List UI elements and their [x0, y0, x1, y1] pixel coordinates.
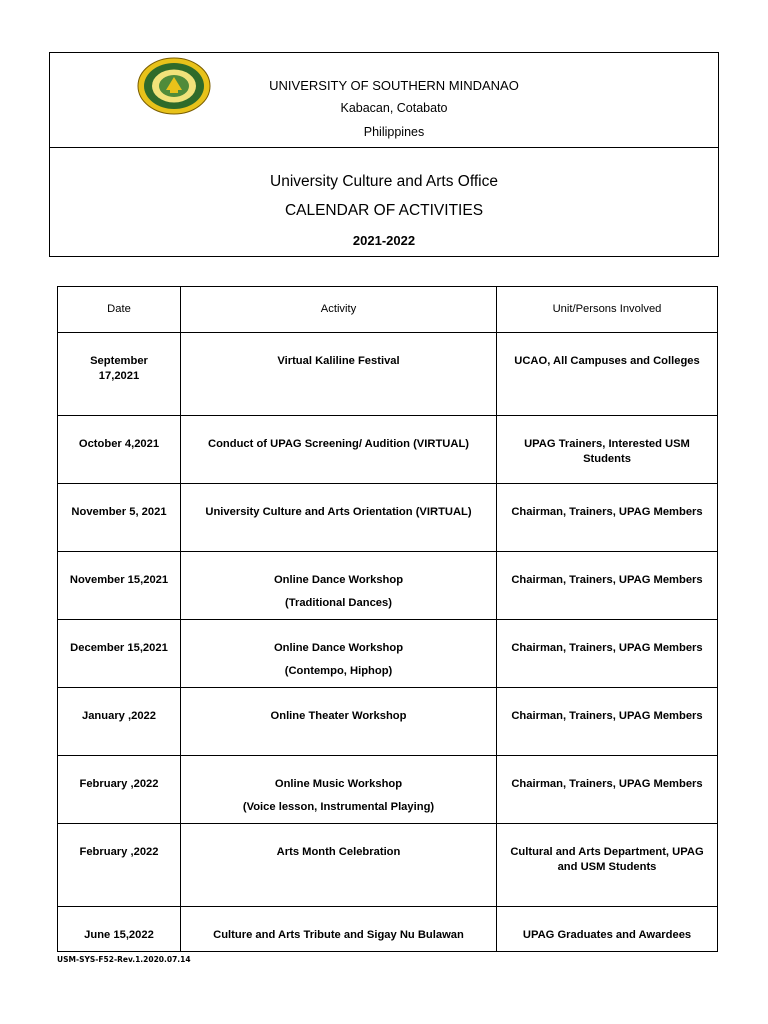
document-title: CALENDAR OF ACTIVITIES — [284, 202, 484, 219]
activity-subtitle: (Contempo, Hiphop) — [284, 665, 393, 677]
date-cell: June 15,2022 — [58, 907, 181, 952]
activity-title: Online Dance Workshop — [273, 642, 404, 654]
column-header-units: Unit/Persons Involved — [497, 287, 718, 333]
activity-cell — [181, 620, 497, 688]
activity-cell — [181, 552, 497, 620]
date-cell: February ,2022 — [58, 824, 181, 907]
address-line-2: Philippines — [363, 125, 425, 139]
activity-title: Arts Month Celebration — [276, 846, 401, 858]
activity-cell — [181, 484, 497, 552]
activity-subtitle: (Traditional Dances) — [285, 597, 392, 609]
activities-table — [57, 286, 718, 952]
university-header — [50, 53, 718, 148]
table-row — [58, 416, 718, 484]
units-cell: Cultural and Arts Department, UPAG and USM Students — [497, 824, 718, 907]
activity-cell — [181, 416, 497, 484]
units-cell: UPAG Graduates and Awardees — [497, 907, 718, 952]
units-cell: Chairman, Trainers, UPAG Members — [497, 484, 718, 552]
activity-cell — [181, 333, 497, 416]
units-cell: Chairman, Trainers, UPAG Members — [497, 620, 718, 688]
activity-title: Culture and Arts Tribute and Sigay Nu Bulawan — [213, 929, 464, 941]
units-cell: Chairman, Trainers, UPAG Members — [497, 688, 718, 756]
table-row — [58, 552, 718, 620]
activity-cell — [181, 756, 497, 824]
activity-title: Online Theater Workshop — [270, 710, 407, 722]
column-header-activity: Activity — [181, 287, 497, 333]
activity-title: Online Music Workshop — [274, 778, 403, 790]
address-line-1: Kabacan, Cotabato — [340, 101, 448, 115]
activity-cell — [181, 688, 497, 756]
table-row — [58, 907, 718, 952]
units-cell: UPAG Trainers, Interested USM Students — [497, 416, 718, 484]
table-row — [58, 824, 718, 907]
table-header-row — [58, 287, 718, 333]
date-cell: November 15,2021 — [58, 552, 181, 620]
activity-title: Conduct of UPAG Screening/ Audition (VIRTUAL) — [207, 438, 470, 450]
table-row — [58, 688, 718, 756]
form-code: USM-SYS-F52-Rev.1.2020.07.14 — [57, 955, 191, 964]
units-cell: UCAO, All Campuses and Colleges — [497, 333, 718, 416]
table-row — [58, 620, 718, 688]
table-row — [58, 756, 718, 824]
units-cell: Chairman, Trainers, UPAG Members — [497, 552, 718, 620]
date-cell: January ,2022 — [58, 688, 181, 756]
date-cell: October 4,2021 — [58, 416, 181, 484]
activity-title: Virtual Kaliline Festival — [277, 355, 400, 367]
date-cell: February ,2022 — [58, 756, 181, 824]
table-row — [58, 333, 718, 416]
date-cell: September 17,2021 — [58, 333, 181, 416]
activity-cell — [181, 824, 497, 907]
activity-subtitle: (Voice lesson, Instrumental Playing) — [242, 801, 435, 813]
units-cell: Chairman, Trainers, UPAG Members — [497, 756, 718, 824]
document-header — [49, 52, 719, 257]
activity-title: Online Dance Workshop — [273, 574, 404, 586]
university-name: UNIVERSITY OF SOUTHERN MINDANAO — [269, 78, 519, 93]
column-header-date: Date — [58, 287, 181, 333]
activity-title: University Culture and Arts Orientation (VIRTUAL) — [205, 506, 472, 518]
date-cell: December 15,2021 — [58, 620, 181, 688]
school-year: 2021-2022 — [352, 233, 416, 248]
office-name: University Culture and Arts Office — [270, 173, 498, 190]
activity-cell — [181, 907, 497, 952]
date-cell: November 5, 2021 — [58, 484, 181, 552]
table-row — [58, 484, 718, 552]
